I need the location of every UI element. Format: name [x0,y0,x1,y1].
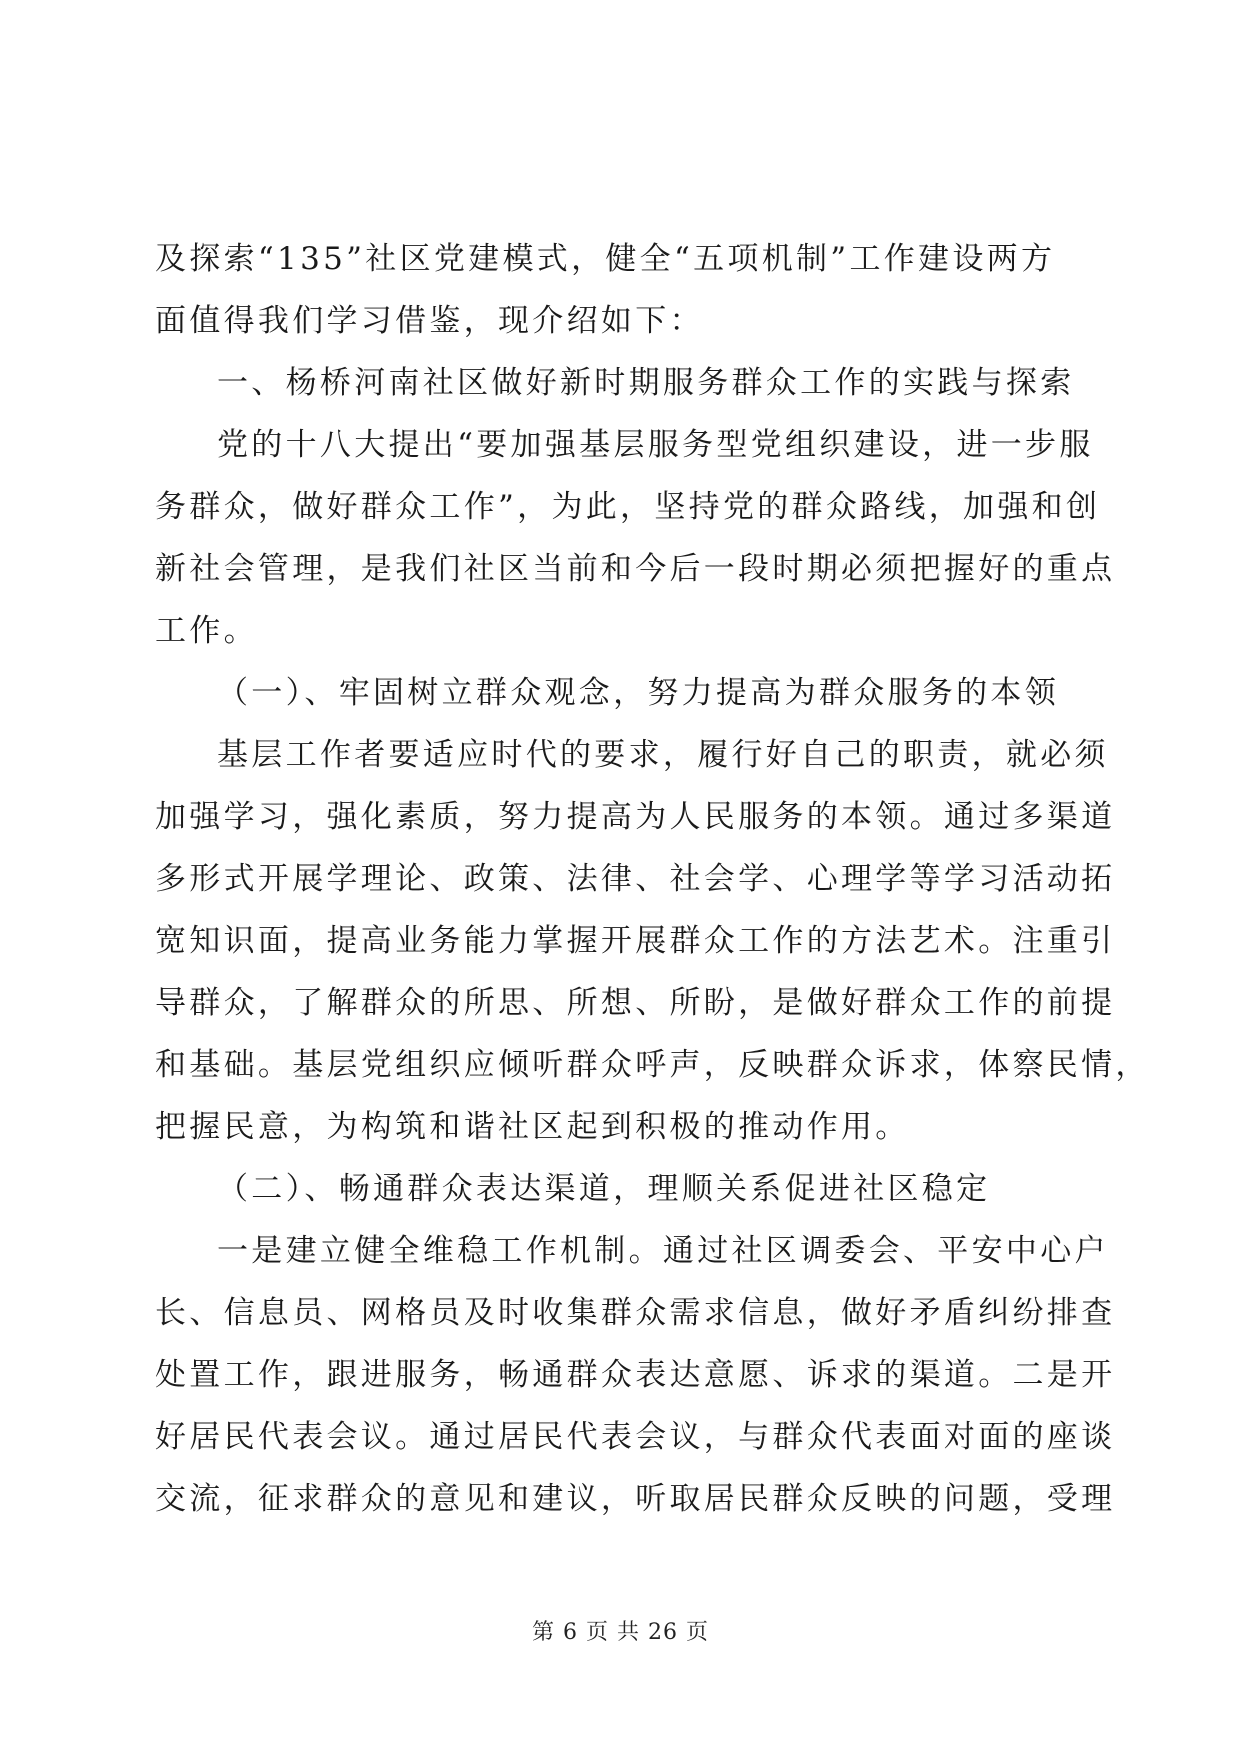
text-line: 加强学习，强化素质，努力提高为人民服务的本领。通过多渠道 [155,799,1116,835]
text-line: 及探索“135”社区党建模式，健全“五项机制”工作建设两方 [155,241,1056,277]
text-line: 导群众，了解群众的所思、所想、所盼，是做好群众工作的前提 [155,985,1116,1021]
paragraph-start: 基层工作者要适应时代的要求，履行好自己的职责，就必须 [217,737,1109,773]
text-line: 交流，征求群众的意见和建议，听取居民群众反映的问题，受理 [155,1481,1116,1517]
text-line: 新社会管理，是我们社区当前和今后一段时期必须把握好的重点 [155,551,1116,587]
text-line: 把握民意，为构筑和谐社区起到积极的推动作用。 [155,1109,910,1145]
text-line: 面值得我们学习借鉴，现介绍如下： [155,303,704,339]
text-line: 多形式开展学理论、政策、法律、社会学、心理学等学习活动拓 [155,861,1116,897]
page-number-footer: 第 6 页 共 26 页 [532,1620,709,1645]
text-line: 宽知识面，提高业务能力掌握开展群众工作的方法艺术。注重引 [155,923,1116,959]
subsection-heading: （二）、畅通群众表达渠道，理顺关系促进社区稳定 [217,1171,991,1207]
text-line: 和基础。基层党组织应倾听群众呼声，反映群众诉求，体察民情， [155,1047,1150,1083]
text-line: 长、信息员、网格员及时收集群众需求信息，做好矛盾纠纷排查 [155,1295,1116,1331]
paragraph-start: 一是建立健全维稳工作机制。通过社区调委会、平安中心户 [217,1233,1109,1269]
text-line: 好居民代表会议。通过居民代表会议，与群众代表面对面的座谈 [155,1419,1116,1455]
paragraph-start: 党的十八大提出“要加强基层服务型党组织建设，进一步服 [217,427,1094,463]
subsection-heading: （一）、牢固树立群众观念，努力提高为群众服务的本领 [217,675,1059,711]
text-line: 处置工作，跟进服务，畅通群众表达意愿、诉求的渠道。二是开 [155,1357,1116,1393]
text-line: 工作。 [155,613,258,649]
section-heading: 一、杨桥河南社区做好新时期服务群众工作的实践与探索 [217,365,1075,401]
text-line: 务群众，做好群众工作”，为此，坚持党的群众路线，加强和创 [155,489,1101,525]
document-body [155,228,1150,1530]
